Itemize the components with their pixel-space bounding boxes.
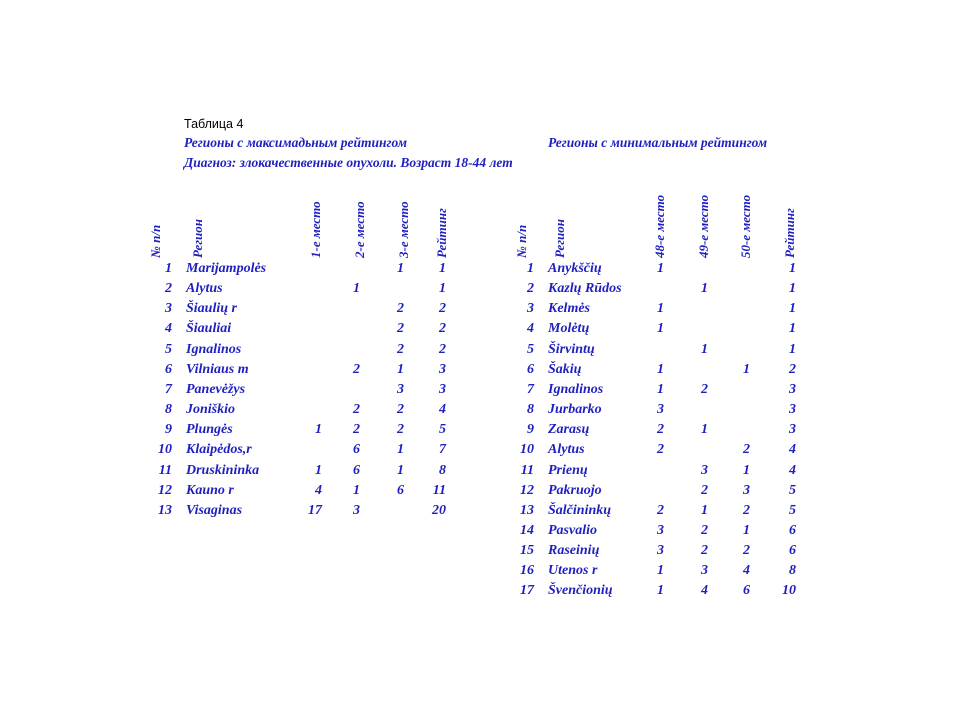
place-count-2 [692, 360, 708, 380]
header-region: Регион [552, 219, 567, 258]
place-count-3 [738, 380, 750, 400]
place-count-3: 3 [397, 381, 404, 397]
row-number: 10 [158, 442, 172, 458]
region-name: Druskininka [186, 462, 260, 478]
region-name: Šiaulių r [186, 301, 237, 317]
place-count-1 [648, 340, 664, 360]
rating: 10 [782, 583, 796, 599]
region-name: Kelmės [548, 301, 590, 317]
place-count-2: 2 [701, 543, 708, 559]
place-count-2: 6 [353, 442, 360, 458]
region-name: Pasvalio [548, 522, 597, 538]
region-name: Pakruojo [548, 482, 602, 498]
header-place-2: 2-е место [352, 201, 367, 258]
place-count-3 [388, 501, 404, 521]
place-count-1: 1 [657, 321, 664, 337]
title-min-rating: Регионы с минимальным рейтингом [548, 135, 768, 150]
place-count-3: 1 [397, 261, 404, 276]
place-count-1 [648, 279, 664, 299]
rating: 4 [789, 442, 796, 458]
region-name: Ignalinos [548, 381, 604, 397]
rating: 1 [789, 341, 796, 357]
place-count-1: 3 [657, 543, 664, 559]
place-count-3: 2 [397, 321, 404, 337]
place-count-3 [738, 420, 750, 440]
rating: 8 [789, 563, 796, 579]
row-number: 3 [165, 301, 172, 317]
place-count-1: 3 [657, 402, 664, 418]
place-count-1 [300, 279, 322, 299]
row-number: 5 [527, 341, 534, 357]
region-name: Marijampolės [186, 261, 267, 276]
place-count-3: 2 [397, 402, 404, 418]
row-number: 13 [158, 502, 172, 518]
rating: 4 [439, 402, 446, 418]
region-name: Alytus [548, 442, 585, 458]
place-count-3: 6 [397, 482, 404, 498]
place-count-2 [692, 319, 708, 339]
place-count-3: 2 [743, 543, 750, 559]
place-count-1: 1 [657, 261, 664, 276]
place-count-1 [300, 400, 322, 420]
region-name: Jurbarko [548, 402, 602, 418]
region-name: Šakių [548, 361, 582, 377]
place-count-3: 2 [743, 502, 750, 518]
rating: 6 [789, 522, 796, 538]
place-count-2: 1 [353, 281, 360, 297]
row-number: 10 [520, 442, 534, 458]
place-count-2 [346, 319, 360, 339]
rating: 8 [439, 462, 446, 478]
place-count-3: 6 [743, 583, 750, 599]
row-number: 8 [527, 402, 534, 418]
place-count-1: 1 [315, 462, 322, 478]
region-name: Klaipėdos,r [186, 442, 252, 458]
header-place-2: 49-е место [696, 194, 711, 258]
rating: 5 [789, 502, 796, 518]
row-number: 9 [527, 422, 534, 438]
rating: 2 [439, 301, 446, 317]
rating: 11 [432, 482, 446, 498]
place-count-3: 3 [743, 482, 750, 498]
header-place-1: 48-е место [652, 194, 667, 258]
rating: 3 [789, 422, 796, 438]
rating: 5 [789, 482, 796, 498]
region-name: Alytus [186, 281, 223, 297]
rating: 1 [439, 261, 446, 276]
place-count-1: 2 [657, 502, 664, 518]
row-number: 13 [520, 502, 534, 518]
place-count-3: 1 [397, 462, 404, 478]
row-number: 17 [520, 583, 534, 599]
place-count-1: 1 [657, 301, 664, 317]
rating: 2 [439, 341, 446, 357]
region-name: Visaginas [186, 502, 243, 518]
region-name: Molėtų [548, 321, 590, 337]
region-name: Švenčionių [548, 583, 613, 599]
header-place-3: 3-е место [396, 201, 411, 258]
row-number: 6 [527, 361, 534, 377]
header-number: № п/п [148, 224, 163, 258]
rating: 1 [789, 261, 796, 276]
place-count-2: 3 [353, 502, 360, 518]
rating: 4 [789, 462, 796, 478]
row-number: 2 [527, 281, 534, 297]
row-number: 3 [527, 301, 534, 317]
row-number: 5 [165, 341, 172, 357]
place-count-2 [346, 259, 360, 279]
place-count-1: 4 [315, 482, 322, 498]
row-number: 14 [520, 522, 534, 538]
rating: 5 [439, 422, 446, 438]
place-count-2: 1 [701, 281, 708, 297]
region-name: Anykščių [548, 261, 602, 276]
row-number: 2 [165, 281, 172, 297]
place-count-2: 1 [701, 341, 708, 357]
rating: 6 [789, 543, 796, 559]
rating: 20 [432, 502, 446, 518]
header-rating: Рейтинг [782, 208, 797, 258]
place-count-3: 1 [743, 522, 750, 538]
row-number: 7 [527, 381, 534, 397]
place-count-1: 2 [657, 442, 664, 458]
header-number: № п/п [514, 224, 529, 258]
place-count-3 [738, 299, 750, 319]
rating: 7 [439, 442, 446, 458]
place-count-2 [692, 259, 708, 279]
row-number: 11 [158, 462, 172, 478]
place-count-1 [300, 259, 322, 279]
header-region: Регион [190, 219, 205, 258]
region-name: Vilniaus m [186, 361, 249, 377]
header-place-1: 1-е место [308, 201, 323, 258]
rating: 3 [439, 381, 446, 397]
rating: 3 [789, 381, 796, 397]
place-count-3: 1 [397, 442, 404, 458]
place-count-1: 17 [308, 502, 322, 518]
place-count-3 [738, 340, 750, 360]
row-number: 11 [520, 462, 534, 478]
place-count-3 [738, 400, 750, 420]
region-name: Plungės [186, 422, 233, 438]
row-number: 6 [165, 361, 172, 377]
rating: 1 [789, 321, 796, 337]
place-count-3 [738, 319, 750, 339]
region-name: Kazlų Rūdos [548, 281, 622, 297]
table-caption: Таблица 4 [184, 117, 244, 131]
row-number: 12 [520, 482, 534, 498]
region-name: Raseinių [548, 543, 600, 559]
row-number: 1 [165, 261, 172, 276]
place-count-2 [346, 380, 360, 400]
place-count-2 [692, 400, 708, 420]
region-name: Ignalinos [186, 341, 242, 357]
region-name: Šiauliai [186, 321, 232, 337]
header-place-3: 50-е место [738, 194, 753, 258]
place-count-1 [300, 440, 322, 460]
place-count-1 [300, 319, 322, 339]
region-name: Zarasų [548, 422, 590, 438]
place-count-2: 1 [701, 422, 708, 438]
place-count-1 [648, 461, 664, 481]
place-count-2 [692, 299, 708, 319]
header-rating: Рейтинг [434, 208, 449, 258]
rating: 3 [439, 361, 446, 377]
rating: 2 [789, 361, 796, 377]
place-count-3: 1 [743, 361, 750, 377]
region-name: Panevėžys [186, 381, 246, 397]
place-count-3: 4 [743, 563, 750, 579]
place-count-1 [300, 340, 322, 360]
region-name: Prienų [548, 462, 588, 478]
place-count-2: 1 [353, 482, 360, 498]
place-count-3: 2 [743, 442, 750, 458]
place-count-3: 2 [397, 301, 404, 317]
place-count-1: 1 [657, 563, 664, 579]
place-count-2: 2 [701, 522, 708, 538]
place-count-2: 3 [701, 462, 708, 478]
place-count-3 [738, 279, 750, 299]
rating: 3 [789, 402, 796, 418]
row-number: 8 [165, 402, 172, 418]
row-number: 12 [158, 482, 172, 498]
region-name: Joniškio [186, 402, 236, 418]
place-count-2: 2 [701, 482, 708, 498]
place-count-1: 1 [315, 422, 322, 438]
place-count-3 [738, 259, 750, 279]
row-number: 15 [520, 543, 534, 559]
place-count-1: 1 [657, 381, 664, 397]
place-count-2: 4 [701, 583, 708, 599]
place-count-2: 2 [701, 381, 708, 397]
title-max-rating: Регионы с максимадьным рейтингом [184, 135, 407, 150]
row-number: 4 [165, 321, 172, 337]
place-count-3: 2 [397, 341, 404, 357]
rating: 2 [439, 321, 446, 337]
place-count-2: 2 [353, 422, 360, 438]
place-count-2 [346, 340, 360, 360]
place-count-1: 3 [657, 522, 664, 538]
region-name: Širvintų [548, 341, 595, 357]
region-name: Šalčininkų [548, 502, 612, 518]
place-count-1: 1 [657, 361, 664, 377]
row-number: 7 [165, 381, 172, 397]
place-count-2: 6 [353, 462, 360, 478]
place-count-1 [300, 380, 322, 400]
place-count-1 [300, 360, 322, 380]
rating: 1 [789, 301, 796, 317]
row-number: 16 [520, 563, 534, 579]
place-count-2 [692, 440, 708, 460]
row-number: 9 [165, 422, 172, 438]
rating: 1 [789, 281, 796, 297]
place-count-2: 2 [353, 402, 360, 418]
row-number: 4 [527, 321, 534, 337]
place-count-1 [648, 481, 664, 501]
place-count-2: 3 [701, 563, 708, 579]
place-count-1: 2 [657, 422, 664, 438]
place-count-2 [346, 299, 360, 319]
diagnosis-subtitle: Диагноз: злокачественные опухоли. Возраст 18-44 лет [184, 155, 513, 170]
place-count-1: 1 [657, 583, 664, 599]
place-count-3: 2 [397, 422, 404, 438]
place-count-2: 1 [701, 502, 708, 518]
rating: 1 [439, 281, 446, 297]
place-count-3 [388, 279, 404, 299]
place-count-2: 2 [353, 361, 360, 377]
row-number: 1 [527, 261, 534, 276]
place-count-3: 1 [743, 462, 750, 478]
place-count-1 [300, 299, 322, 319]
region-name: Kauno r [186, 482, 234, 498]
region-name: Utenos r [548, 563, 598, 579]
place-count-3: 1 [397, 361, 404, 377]
